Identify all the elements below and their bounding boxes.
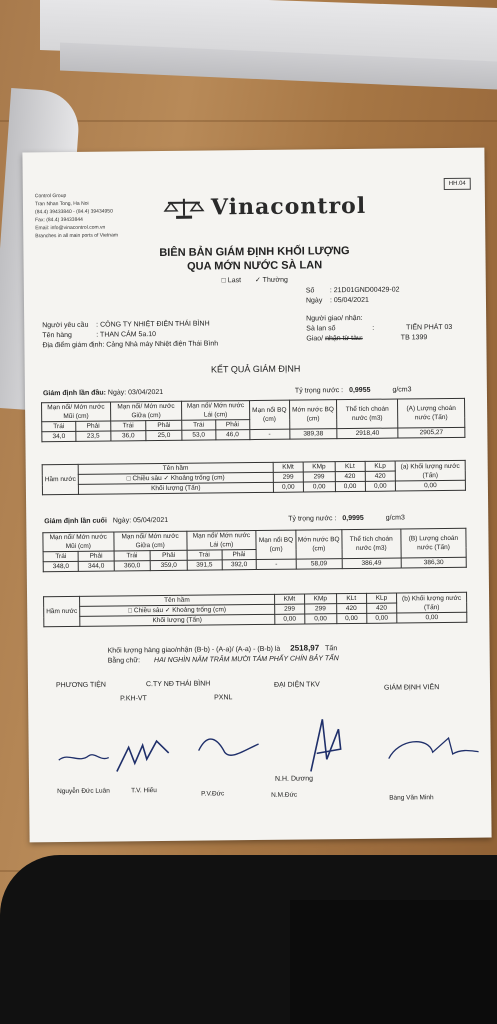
result-unit: Tấn — [325, 645, 338, 653]
vessel-label-a: Giao/ — [306, 335, 324, 343]
barge-value: TIẾN PHÁT 03 — [406, 323, 453, 332]
header-cell: Mạn nổi/ Mớn nước Lái (cm) — [187, 531, 257, 551]
inspection-report-sheet — [22, 148, 491, 843]
side-cell: Phải — [146, 420, 182, 430]
side-cell: Trái — [114, 551, 151, 561]
document-subtitle: QUA MỚN NƯỚC SÀ LAN — [187, 259, 323, 273]
vessel-label-b: nhận từ tàu: — [325, 334, 363, 343]
location-value: Cảng Nhà máy Nhiệt điện Thái Bình — [106, 340, 219, 349]
ref-number-value: : 21D01GND00429-02 — [329, 286, 400, 295]
value-cell: 344,0 — [78, 561, 113, 571]
value-cell: 360,0 — [114, 561, 151, 571]
vessel-value: TB 1399 — [400, 334, 428, 342]
header-cell: KMp — [303, 462, 335, 472]
value-cell: 0,00 — [397, 612, 467, 623]
requester-label: Người yêu cầu — [42, 321, 89, 330]
value-cell: 25,0 — [146, 430, 182, 440]
side-cell: Trái — [187, 550, 222, 560]
last-draft-table — [42, 528, 466, 572]
first-survey-date: Ngày: 03/04/2021 — [107, 388, 164, 397]
consignor-label: Người giao/ nhận: — [306, 314, 363, 323]
form-code: HH.04 — [444, 178, 471, 190]
first-density-value: 0,9955 — [349, 386, 371, 395]
contact-line: (84.4) 39433840 - (84.4) 39434950 — [34, 208, 113, 216]
value-cell: 0,00 — [365, 481, 395, 491]
header-cell: KLp — [366, 593, 396, 603]
value-cell: 0,00 — [303, 482, 335, 492]
black-fabric-shadow — [290, 900, 497, 1024]
value-cell: 389,38 — [290, 429, 337, 439]
requester-value: : CÔNG TY NHIỆT ĐIỆN THÁI BÌNH — [96, 320, 210, 329]
sig-inspector-heading: GIÁM ĐỊNH VIÊN — [383, 684, 440, 692]
value-cell: 0,00 — [273, 482, 303, 492]
first-tank-table — [42, 460, 466, 495]
tank-row-name: □ Chiều sâu ✓ Khoảng trống (cm) — [80, 604, 275, 616]
value-cell: 23,5 — [76, 431, 111, 441]
sig-name-minh: Bàng Văn Minh — [389, 794, 434, 802]
header-cell: Mạn nổi/ Mớn nước Giữa (cm) — [113, 531, 186, 551]
side-cell: Phải — [222, 550, 257, 560]
mode-last-checkbox: □ Last — [221, 277, 242, 285]
value-cell: 391,5 — [187, 560, 222, 570]
header-cell: Thể tích choán nước (m3) — [337, 399, 398, 429]
location-label: Địa điểm giám định: — [42, 341, 105, 350]
last-density-label: Tỷ trọng nước : — [288, 515, 337, 523]
result-words: HAI NGHÌN NĂM TRĂM MƯỜI TÁM PHẨY CHÍN BẢY TẤN — [153, 655, 339, 665]
vessel-row — [306, 334, 427, 342]
side-cell: Trái — [182, 420, 215, 430]
sig-vessel-heading: PHƯƠNG TIỆN — [55, 681, 106, 690]
result-words-row — [108, 655, 339, 664]
value-cell: 58,09 — [296, 559, 342, 569]
header-cell: Mạn nổi/ Mớn nước Mũi (cm) — [43, 532, 114, 552]
header-cell: (A) Lượng choán nước (Tấn) — [398, 398, 465, 428]
contact-line: Branches in all main ports of Vietnam — [35, 232, 119, 240]
value-cell: 420 — [336, 603, 366, 613]
first-survey-heading — [43, 389, 163, 397]
brand-name: Vinacontrol — [210, 192, 367, 221]
value-cell: 2918,40 — [337, 428, 398, 439]
ref-number — [306, 286, 400, 294]
value-cell: 299 — [305, 604, 337, 614]
header-cell: Mạn nổi/ Mớn nước Mũi (cm) — [42, 402, 111, 422]
last-density-unit: g/cm3 — [385, 514, 405, 522]
value-cell: 0,00 — [336, 613, 366, 623]
first-draft-table — [41, 398, 465, 442]
tank-label-cell: Hầm nước — [44, 596, 80, 626]
value-cell: 392,0 — [222, 560, 257, 570]
value-cell: 0,00 — [305, 614, 337, 624]
header-cell: KLt — [336, 593, 366, 603]
header-cell: KMt — [273, 462, 303, 472]
header-cell: Tên hầm — [80, 594, 275, 606]
value-cell: 359,0 — [150, 560, 187, 570]
report-mode — [24, 274, 486, 287]
value-cell: - — [256, 559, 296, 569]
result-formula: Khối lượng hàng giao/nhận (B-b) - (A-a)/ (A-a) - (B-b) là — [107, 645, 281, 655]
value-cell: 299 — [303, 472, 335, 482]
sig-pxnl-heading: PXNL — [214, 694, 233, 702]
side-cell: Trái — [110, 421, 145, 431]
value-cell: 0,00 — [274, 614, 304, 624]
last-tank-table — [43, 592, 467, 627]
header-cell: KMt — [274, 594, 304, 604]
value-cell: 420 — [365, 471, 395, 481]
value-cell: 386,49 — [342, 558, 401, 569]
contact-line: Fax: (84.4) 39433844 — [35, 216, 83, 224]
sig-name-duong: N.H. Dương — [274, 775, 314, 783]
header-cell: (b) Khối lượng nước (Tấn) — [397, 592, 467, 613]
header-cell: Mớn nước BQ (cm) — [289, 400, 337, 429]
sig-pkh-heading: P.KH-VT — [120, 695, 147, 703]
side-cell: Phải — [215, 420, 249, 430]
header-cell: Mạn nổi/ Mớn nước Lái (cm) — [182, 401, 250, 421]
side-cell: Trái — [42, 421, 76, 431]
sig-name-hieu: T.V. Hiếu — [131, 787, 157, 795]
last-survey-date: Ngày: 05/04/2021 — [112, 516, 169, 525]
ref-date — [306, 297, 369, 305]
location-row — [42, 340, 218, 349]
header-cell: Thể tích choán nước (m3) — [341, 529, 401, 559]
contact-line: Control Group — [34, 192, 67, 200]
tank-row-name: Khối lượng (Tấn) — [78, 482, 273, 494]
last-density-value: 0,9995 — [342, 514, 364, 523]
consignor-row — [306, 315, 362, 323]
value-cell: 0,00 — [367, 613, 397, 623]
company-contact-block — [35, 191, 145, 240]
results-heading: KẾT QUẢ GIÁM ĐỊNH — [210, 363, 301, 375]
header-cell: Mạn nổi/ Mớn nước Giữa (cm) — [110, 401, 182, 421]
side-cell: Phải — [78, 551, 113, 561]
sig-name-luan: Nguyễn Đức Luân — [57, 787, 110, 796]
header-cell: (a) Khối lượng nước (Tấn) — [395, 460, 465, 481]
last-survey-heading — [44, 517, 168, 525]
ref-number-label: Số — [305, 287, 315, 295]
document-title: BIÊN BẢN GIÁM ĐỊNH KHỐI LƯỢNG — [159, 245, 350, 260]
ref-date-label: Ngày — [305, 297, 323, 305]
last-density — [288, 514, 405, 522]
contact-line: Email: info@vinacontrol.com.vn — [35, 224, 106, 232]
barge-row: Sà lan số : TIẾN PHÁT 03 — [306, 323, 453, 333]
header-cell: KLt — [335, 461, 365, 471]
value-cell: 0,00 — [395, 480, 465, 491]
first-density-label: Tỷ trọng nước : — [294, 387, 344, 395]
header-cell: KMp — [304, 594, 336, 604]
side-cell: Trái — [43, 551, 78, 561]
value-cell: 299 — [273, 472, 303, 482]
sig-name-duc-pv: P.V.Đức — [201, 790, 225, 798]
value-cell: 0,00 — [335, 481, 365, 491]
first-density — [295, 386, 412, 394]
value-cell: - — [250, 429, 290, 439]
goods-row — [42, 331, 156, 339]
side-cell: Phải — [76, 421, 111, 431]
scales-icon — [163, 196, 205, 220]
value-cell: 420 — [335, 471, 365, 481]
last-survey-label: Giám định lần cuối — [44, 517, 107, 526]
handwritten-signatures — [48, 708, 479, 782]
value-cell: 386,30 — [401, 557, 466, 568]
value-cell: 36,0 — [111, 431, 146, 441]
result-words-label: Bằng chữ: — [107, 657, 141, 665]
header-cell: KLp — [365, 461, 395, 471]
value-cell: 53,0 — [182, 430, 215, 440]
sig-name-duc-nm: N.M.Đức — [271, 791, 298, 799]
requester-row — [42, 320, 209, 329]
first-survey-label: Giám định lần đầu: — [42, 389, 106, 398]
mode-normal-checkbox: ✓ Thường — [254, 276, 288, 285]
first-density-unit: g/cm3 — [392, 386, 412, 394]
result-value: 2518,97 — [290, 643, 320, 653]
value-cell: 299 — [274, 604, 304, 614]
tank-row-name: Khối lượng (Tấn) — [80, 614, 275, 626]
value-cell: 34,0 — [42, 431, 76, 441]
value-cell: 420 — [366, 603, 396, 613]
result-row — [108, 643, 338, 654]
header-cell: Mạn nổi BQ (cm) — [256, 530, 296, 559]
header-cell: Mớn nước BQ (cm) — [296, 530, 342, 559]
tank-label-cell: Hầm nước — [42, 464, 78, 494]
header-cell: Tên hầm — [78, 462, 273, 474]
sig-company-heading: C.TY NĐ THÁI BÌNH — [145, 680, 211, 689]
header-cell: (B) Lượng choán nước (Tấn) — [401, 528, 466, 558]
barge-label: Sà lan số — [306, 325, 336, 333]
side-cell: Phải — [150, 550, 187, 560]
sig-tkv-heading: ĐẠI DIỆN TKV — [273, 681, 320, 689]
vinacontrol-logo — [163, 193, 366, 221]
header-cell: Mạn nổi BQ (cm) — [249, 400, 289, 429]
tank-row-name: □ Chiều sâu ✓ Khoảng trống (cm) — [78, 472, 273, 484]
goods-value: : THAN CÁM 5a.10 — [96, 331, 157, 339]
goods-label: Tên hàng — [42, 331, 72, 340]
contact-line: Tran Nhan Tong, Ha Noi — [34, 200, 89, 208]
ref-date-value: : 05/04/2021 — [329, 296, 369, 305]
value-cell: 2905,27 — [398, 427, 465, 438]
value-cell: 46,0 — [215, 430, 249, 440]
value-cell: 348,0 — [43, 561, 78, 571]
